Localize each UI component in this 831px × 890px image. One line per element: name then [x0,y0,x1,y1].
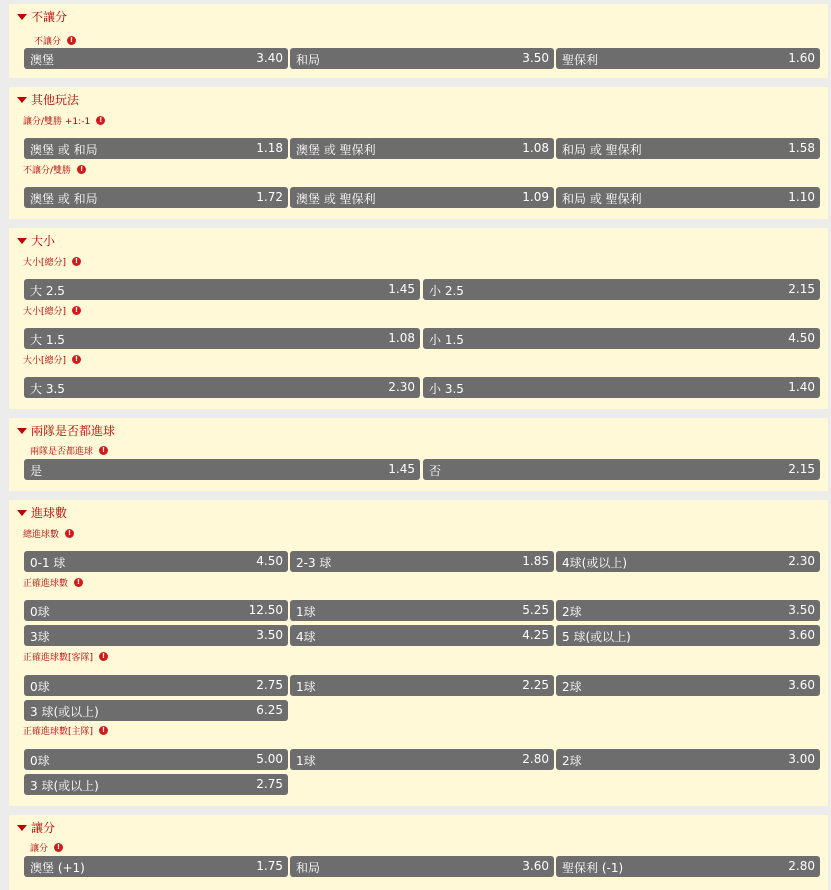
section-title: 其他玩法 [31,93,80,107]
odds-button[interactable] [556,675,820,696]
selection-label: 4球 [296,630,316,644]
market-section-s6 [9,815,828,890]
odds-value: 4.50 [788,331,815,345]
odds-button[interactable] [556,187,820,208]
market-subtitle [23,114,105,127]
odds-button[interactable] [290,187,554,208]
odds-button[interactable] [24,749,288,770]
selection-label: 2球 [562,680,582,694]
odds-button[interactable] [24,187,288,208]
odds-value: 2.30 [788,554,815,568]
section-title: 進球數 [31,506,68,520]
odds-value: 2.25 [522,678,549,692]
selection-label: 聖保利 (-1) [562,861,624,875]
odds-button[interactable] [24,459,420,480]
section-header[interactable] [9,815,828,839]
odds-button[interactable] [24,279,420,300]
odds-value: 1.58 [788,141,815,155]
odds-value: 3.50 [256,628,283,642]
caret-down-icon[interactable] [17,238,27,244]
selection-label: 2球 [562,605,582,619]
odds-button[interactable] [290,138,554,159]
odds-button[interactable] [290,856,554,877]
selection-label: 聖保利 [562,53,599,67]
odds-button[interactable] [290,551,554,572]
odds-button[interactable] [556,138,820,159]
market-subtitle [23,576,83,589]
selection-label: 澳堡 (+1) [30,861,85,875]
market-subtitle [30,841,63,854]
selection-label: 小 1.5 [429,333,464,347]
selection-label: 1球 [296,754,316,768]
odds-button[interactable] [290,749,554,770]
market-subtitle-text: 正確進球數[主隊] [23,727,94,737]
market-subtitle [23,304,81,317]
section-header[interactable] [9,4,828,28]
odds-button[interactable] [556,48,820,69]
odds-value: 2.80 [788,859,815,873]
info-icon[interactable]: ! [99,446,108,455]
odds-value: 1.45 [388,282,415,296]
section-header[interactable] [9,418,828,442]
market-subtitle [23,353,81,366]
odds-value: 12.50 [248,603,283,617]
selection-label: 小 2.5 [429,284,464,298]
odds-button[interactable] [24,328,420,349]
odds-button[interactable] [24,700,288,721]
info-icon[interactable]: ! [65,529,74,538]
selection-label: 和局 [296,861,321,875]
caret-down-icon[interactable] [17,97,27,103]
section-title: 讓分 [31,821,56,835]
odds-value: 3.60 [788,678,815,692]
market-subtitle [23,724,108,737]
info-icon[interactable]: ! [67,36,76,45]
market-subtitle [34,34,76,47]
odds-value: 1.10 [788,190,815,204]
selection-label: 澳堡 或 聖保利 [296,192,376,206]
selection-label: 澳堡 或 和局 [30,143,98,157]
odds-value: 1.09 [522,190,549,204]
odds-button[interactable] [24,48,288,69]
market-subtitle-text: 大小[總分] [23,307,67,317]
odds-button[interactable] [290,675,554,696]
section-header[interactable] [9,500,828,524]
selection-label: 否 [429,464,442,478]
odds-value: 3.60 [788,628,815,642]
market-subtitle [23,163,86,176]
odds-button[interactable] [556,856,820,877]
odds-value: 2.75 [256,678,283,692]
info-icon[interactable]: ! [54,843,63,852]
odds-button[interactable] [556,625,820,646]
info-icon[interactable]: ! [77,165,86,174]
caret-down-icon[interactable] [17,510,27,516]
odds-button[interactable] [290,625,554,646]
odds-value: 3.40 [256,51,283,65]
odds-button[interactable] [556,749,820,770]
selection-label: 4球(或以上) [562,556,627,570]
odds-button[interactable] [423,279,820,300]
market-subtitle-text: 讓分 [30,844,49,854]
odds-button[interactable] [24,551,288,572]
caret-down-icon[interactable] [17,14,27,20]
market-subtitle [23,527,74,540]
market-subtitle [23,650,108,663]
selection-label: 和局 或 聖保利 [562,192,642,206]
market-subtitle-text: 讓分/雙勝 +1:-1 [23,117,91,127]
selection-label: 2球 [562,754,582,768]
odds-value: 5.25 [522,603,549,617]
caret-down-icon[interactable] [17,825,27,831]
odds-value: 2.30 [388,380,415,394]
info-icon[interactable]: ! [74,578,83,587]
info-icon[interactable]: ! [99,726,108,735]
market-subtitle-text: 正確進球數[客隊] [23,653,94,663]
odds-button[interactable] [556,600,820,621]
odds-button[interactable] [556,551,820,572]
odds-value: 1.40 [788,380,815,394]
info-icon[interactable]: ! [72,306,81,315]
odds-value: 1.85 [522,554,549,568]
odds-button[interactable] [24,138,288,159]
selection-label: 大 2.5 [30,284,65,298]
odds-button[interactable] [290,600,554,621]
odds-value: 1.75 [256,859,283,873]
selection-label: 大 1.5 [30,333,65,347]
odds-value: 2.15 [788,282,815,296]
odds-value: 3.60 [522,859,549,873]
odds-value: 3.50 [522,51,549,65]
market-subtitle-text: 兩隊是否都進球 [30,447,94,457]
odds-value: 3.50 [788,603,815,617]
odds-value: 4.50 [256,554,283,568]
odds-value: 1.45 [388,462,415,476]
odds-button[interactable] [24,856,288,877]
odds-value: 4.25 [522,628,549,642]
section-header[interactable] [9,87,828,111]
section-title: 兩隊是否都進球 [31,424,116,438]
odds-value: 3.00 [788,752,815,766]
selection-label: 小 3.5 [429,382,464,396]
odds-button[interactable] [24,377,420,398]
info-icon[interactable]: ! [96,116,105,125]
market-subtitle [30,444,108,457]
section-title: 不讓分 [31,10,68,24]
info-icon[interactable]: ! [99,652,108,661]
odds-value: 5.00 [256,752,283,766]
market-subtitle-text: 大小[總分] [23,258,67,268]
odds-button[interactable] [24,774,288,795]
selection-label: 0球 [30,754,50,768]
market-section-s3 [9,228,828,409]
selection-label: 2-3 球 [296,556,332,570]
selection-label: 和局 或 聖保利 [562,143,642,157]
selection-label: 3 球(或以上) [30,705,99,719]
selection-label: 0球 [30,680,50,694]
odds-value: 1.08 [388,331,415,345]
selection-label: 澳堡 或 和局 [30,192,98,206]
selection-label: 5 球(或以上) [562,630,631,644]
market-subtitle-text: 不讓分 [34,37,62,47]
selection-label: 大 3.5 [30,382,65,396]
odds-button[interactable] [423,328,820,349]
info-icon[interactable]: ! [72,355,81,364]
selection-label: 和局 [296,53,321,67]
odds-value: 1.18 [256,141,283,155]
odds-value: 2.75 [256,777,283,791]
odds-value: 1.60 [788,51,815,65]
selection-label: 0球 [30,605,50,619]
market-subtitle-text: 大小[總分] [23,356,67,366]
market-section-s5 [9,500,828,806]
odds-value: 2.15 [788,462,815,476]
selection-label: 0-1 球 [30,556,66,570]
caret-down-icon[interactable] [17,428,27,434]
market-section-s4 [9,418,828,491]
odds-value: 1.72 [256,190,283,204]
section-title: 大小 [31,234,56,248]
selection-label: 3球 [30,630,50,644]
odds-button[interactable] [24,675,288,696]
market-subtitle-text: 總進球數 [23,530,60,540]
info-icon[interactable]: ! [72,257,81,266]
market-subtitle-text: 不讓分/雙勝 [23,166,72,176]
selection-label: 3 球(或以上) [30,779,99,793]
section-header[interactable] [9,228,828,252]
selection-label: 1球 [296,605,316,619]
market-subtitle [23,255,81,268]
odds-button[interactable] [423,459,820,480]
odds-button[interactable] [24,600,288,621]
odds-button[interactable] [24,625,288,646]
odds-button[interactable] [290,48,554,69]
market-section-s1 [9,4,828,78]
selection-label: 是 [30,464,43,478]
odds-button[interactable] [423,377,820,398]
odds-value: 6.25 [256,703,283,717]
odds-value: 2.80 [522,752,549,766]
odds-value: 1.08 [522,141,549,155]
selection-label: 澳堡 [30,53,55,67]
market-section-s2 [9,87,828,219]
selection-label: 澳堡 或 聖保利 [296,143,376,157]
selection-label: 1球 [296,680,316,694]
market-subtitle-text: 正確進球數 [23,579,69,589]
